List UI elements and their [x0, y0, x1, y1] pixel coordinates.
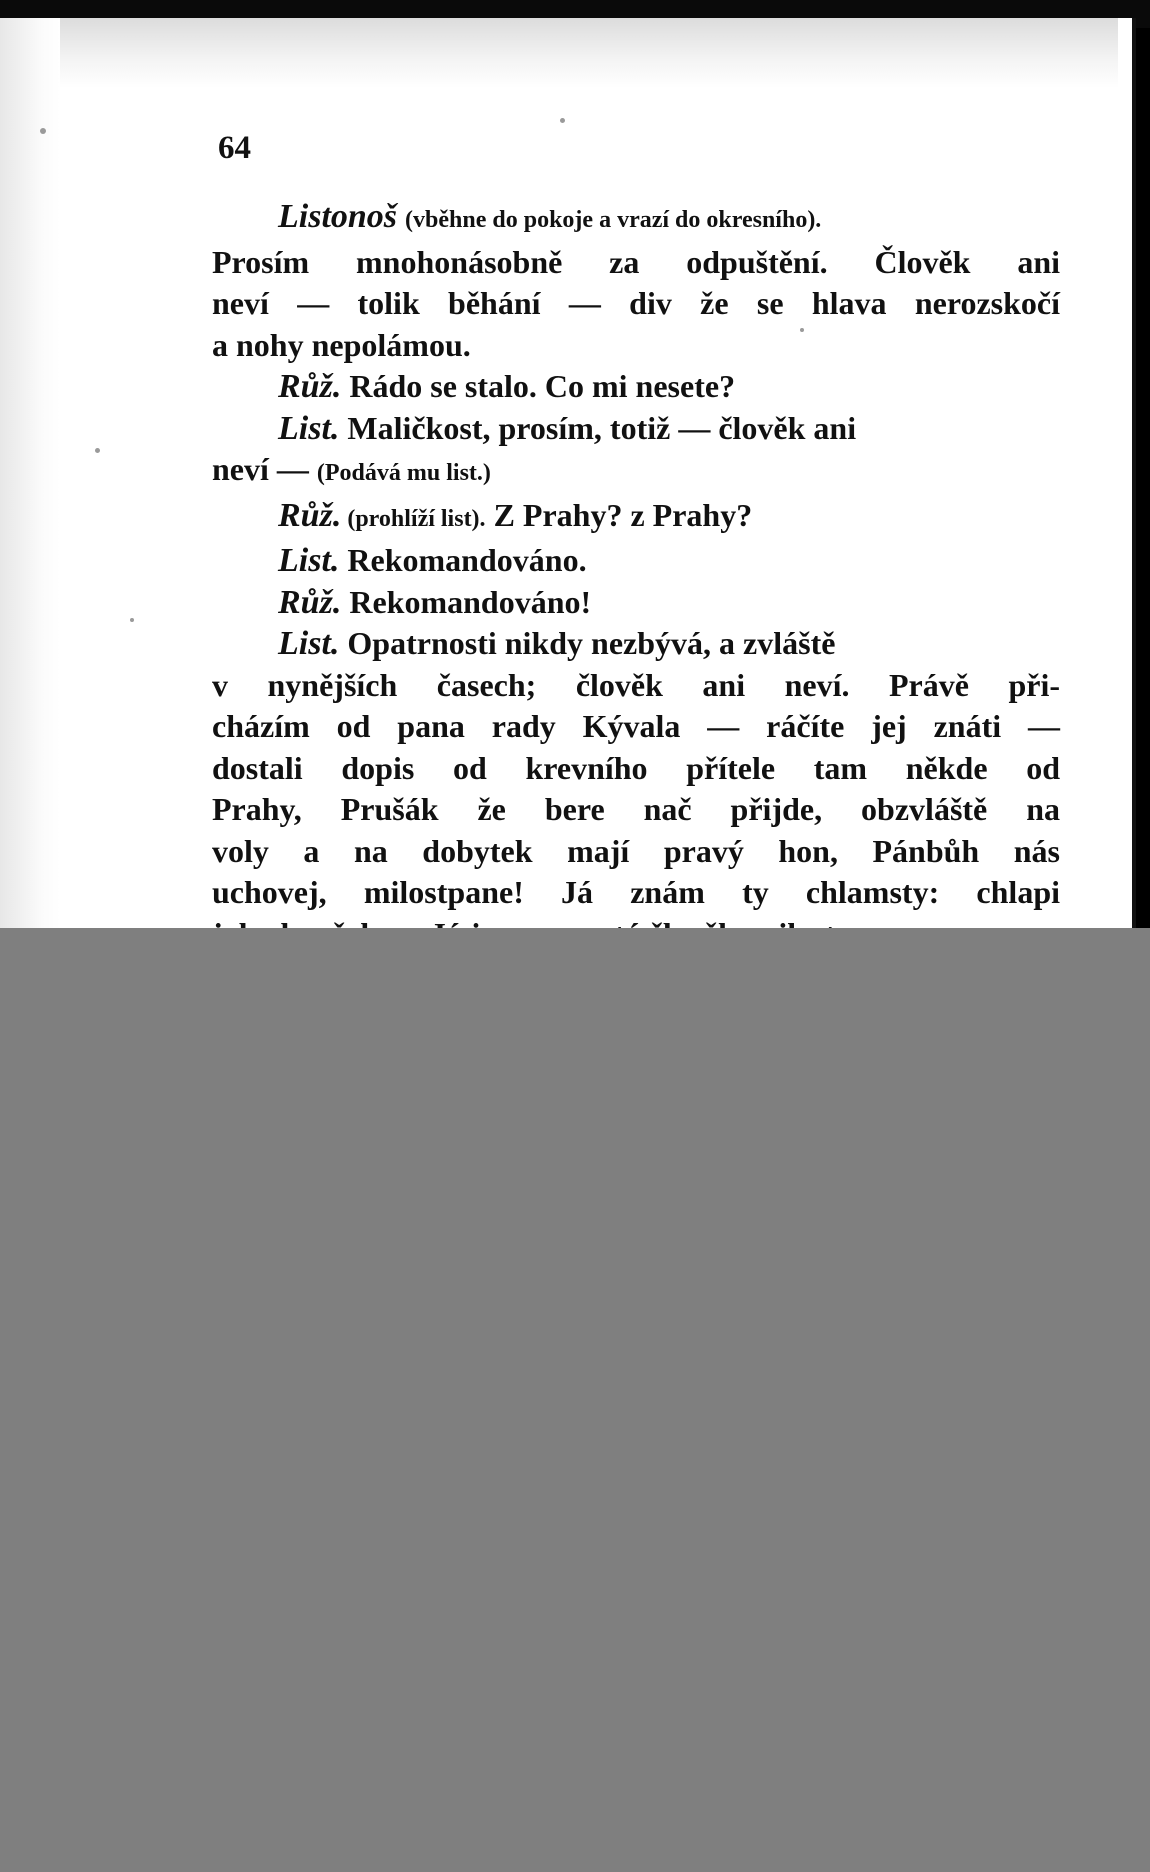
- speaker-name: List.: [278, 542, 340, 579]
- book-page: [0, 18, 1118, 928]
- text-line: cházím od pana rady Kývala — ráčíte jej znáti —: [212, 708, 1060, 744]
- text-line: uchovej, milostpane! Já znám ty chlamsty: chlapi: [212, 874, 1060, 910]
- blank-gray-area: [0, 928, 1150, 1872]
- text-line: Prosím mnohonásobně za odpuštění. Člověk ani: [212, 243, 1060, 280]
- stage-direction: (prohlíží list).: [341, 505, 486, 532]
- speaker-name: Růž.: [278, 368, 342, 405]
- page-shadow: [0, 18, 1118, 88]
- text-line: List. Opatrnosti nikdy nezbývá, a zvláště: [278, 625, 836, 662]
- text-line: v nynějších časech; člověk ani neví. Právě při-: [212, 666, 1060, 703]
- text-line: a nohy nepolámou.: [212, 326, 471, 363]
- page-border-line: [1132, 18, 1136, 928]
- speaker-name: Růž.: [278, 583, 342, 621]
- text-line: Prahy, Prušák že bere nač přijde, obzvláště na: [212, 791, 1060, 827]
- text-line: Růž. Rádo se stalo. Co mi nesete?: [278, 368, 736, 405]
- page-gutter-shadow: [0, 18, 60, 928]
- text-line: neví — tolik běhání — div že se hlava nerozskočí: [212, 285, 1060, 321]
- text-line: neví — (Podává mu list.): [212, 451, 491, 487]
- speaker-name: Růž.: [278, 496, 342, 534]
- stage-direction: (Podává mu list.): [316, 460, 491, 486]
- text-line: List. Rekomandováno.: [278, 542, 587, 579]
- page-number: 64: [218, 130, 251, 166]
- scan-speck: [40, 128, 46, 134]
- text-line: [212, 196, 1060, 242]
- text-line: dostali dopis od krevního přítele tam někde od: [212, 749, 1060, 786]
- scan-speck: [95, 448, 100, 453]
- speaker-name: List.: [278, 625, 340, 662]
- text-line: voly a na dobytek mají pravý hon, Pánbůh nás: [212, 832, 1060, 869]
- page-right-margin: [1118, 18, 1132, 928]
- speaker-name: List.: [278, 409, 340, 447]
- text-line: Růž. Rekomandováno!: [278, 583, 592, 621]
- text-line: List. Maličkost, prosím, totiž — člověk ani: [278, 409, 857, 447]
- page-text: [212, 196, 1060, 932]
- speaker-name: Listonoš: [278, 198, 398, 235]
- text-line: Růž. (prohlíží list). Z Prahy? z Prahy?: [278, 496, 753, 534]
- stage-direction: (vběhne do pokoje a vrazí do okresního).: [405, 207, 822, 233]
- scan-speck: [560, 118, 565, 123]
- scan-speck: [130, 618, 134, 622]
